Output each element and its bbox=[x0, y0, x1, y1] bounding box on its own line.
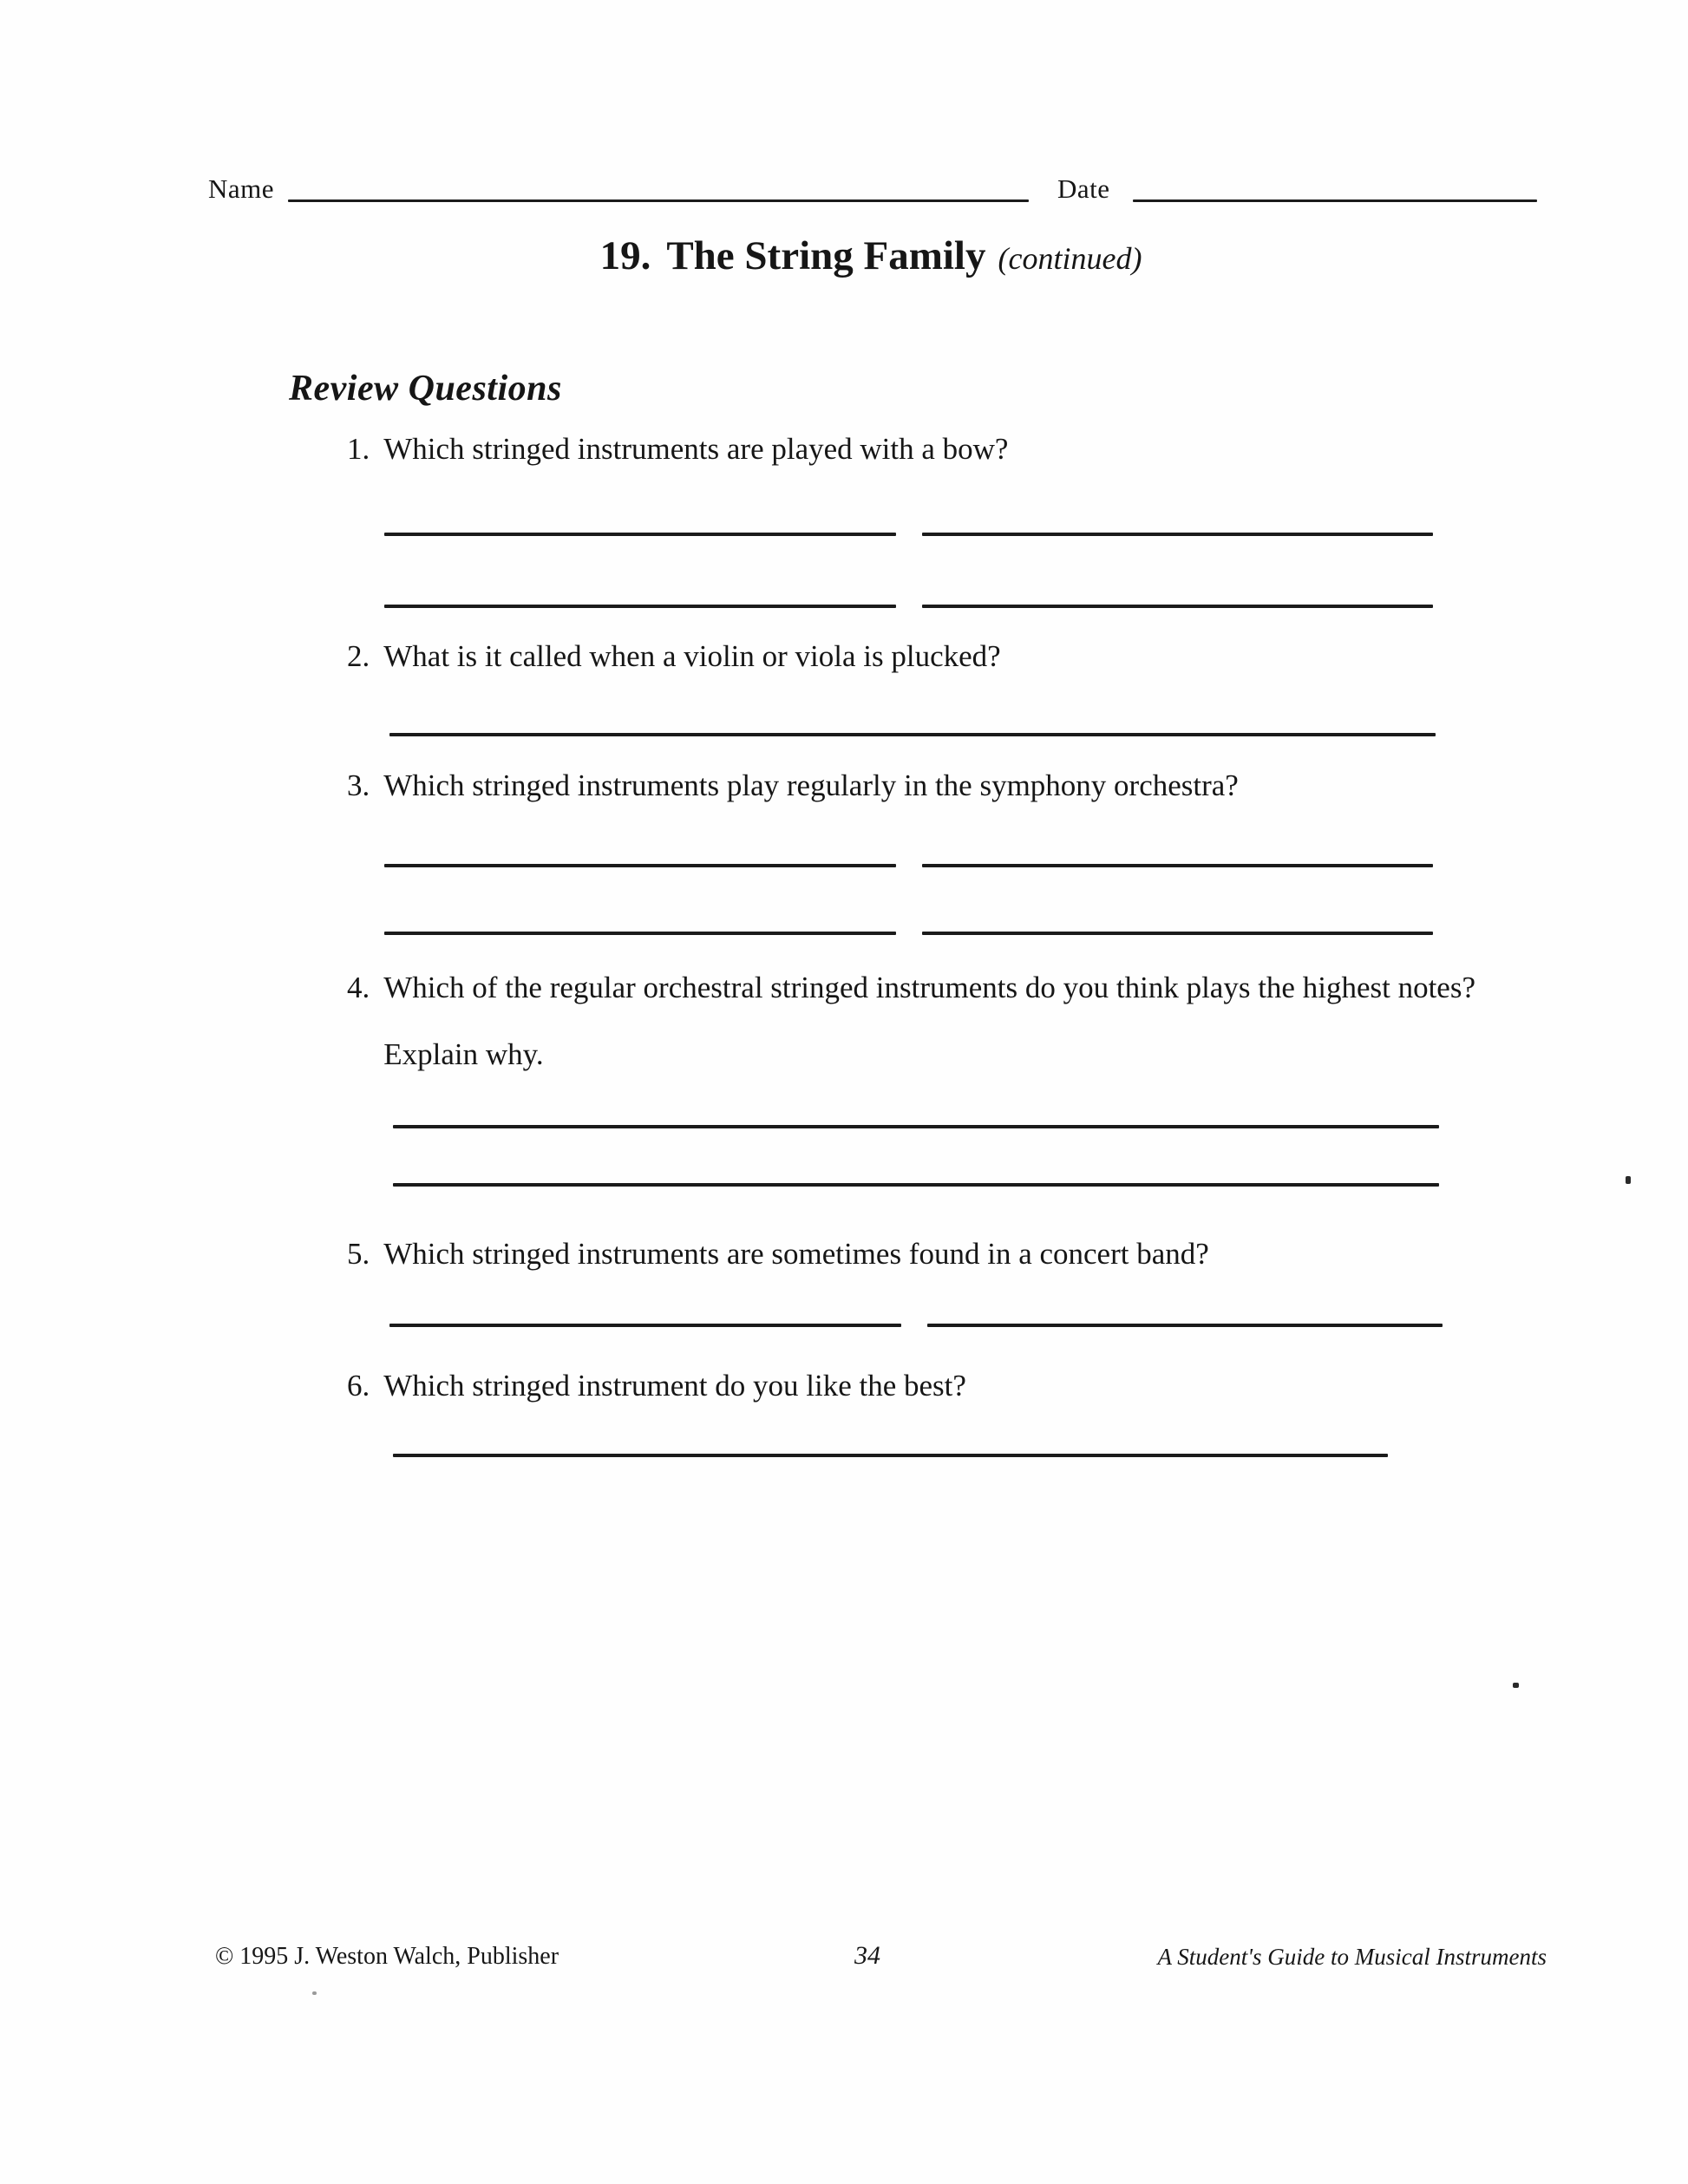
answer-line-q1-d[interactable] bbox=[922, 605, 1433, 608]
question-6 bbox=[347, 1367, 966, 1405]
scan-speck bbox=[312, 1991, 317, 1995]
name-fill-line[interactable] bbox=[288, 199, 1029, 202]
question-4-text: Which of the regular orchestral stringed instruments do you think plays the highest notes? Explain why. bbox=[383, 971, 1475, 1071]
question-5-number: 5. bbox=[347, 1237, 370, 1271]
date-label: Date bbox=[1057, 173, 1110, 204]
title-number: 19. bbox=[599, 233, 651, 278]
footer-page-number: 34 bbox=[854, 1941, 880, 1970]
answer-line-q1-c[interactable] bbox=[384, 605, 896, 608]
question-1-text: Which stringed instruments are played with a bow? bbox=[383, 432, 1009, 466]
question-1-number: 1. bbox=[347, 432, 370, 466]
answer-line-q4-a[interactable] bbox=[393, 1125, 1439, 1128]
answer-line-q3-d[interactable] bbox=[922, 932, 1433, 935]
scan-speck bbox=[1626, 1176, 1631, 1184]
scan-speck bbox=[1513, 1683, 1519, 1688]
footer-book-title: A Student's Guide to Musical Instruments bbox=[1157, 1944, 1547, 1970]
question-1 bbox=[347, 430, 1008, 468]
answer-line-q6-a[interactable] bbox=[393, 1454, 1388, 1457]
question-2 bbox=[347, 638, 1001, 676]
question-6-number: 6. bbox=[347, 1369, 370, 1403]
question-3-number: 3. bbox=[347, 768, 370, 802]
title-text: The String Family bbox=[666, 233, 986, 278]
answer-line-q1-b[interactable] bbox=[922, 533, 1433, 536]
question-5-text: Which stringed instruments are sometimes found in a concert band? bbox=[383, 1237, 1209, 1271]
question-2-text: What is it called when a violin or viola is plucked? bbox=[383, 639, 1001, 673]
answer-line-q3-a[interactable] bbox=[384, 864, 896, 867]
page-title bbox=[54, 232, 1688, 279]
answer-line-q5-b[interactable] bbox=[927, 1324, 1443, 1327]
name-label: Name bbox=[208, 173, 275, 204]
title-continued: (continued) bbox=[998, 241, 1142, 276]
question-5 bbox=[347, 1235, 1209, 1273]
question-3-text: Which stringed instruments play regularly in the symphony orchestra? bbox=[383, 768, 1239, 802]
date-fill-line[interactable] bbox=[1133, 199, 1537, 202]
answer-line-q3-b[interactable] bbox=[922, 864, 1433, 867]
answer-line-q4-b[interactable] bbox=[393, 1183, 1439, 1187]
question-4-number: 4. bbox=[347, 971, 370, 1004]
footer-copyright: © 1995 J. Weston Walch, Publisher bbox=[215, 1943, 559, 1970]
answer-line-q5-a[interactable] bbox=[389, 1324, 901, 1327]
question-2-number: 2. bbox=[347, 639, 370, 673]
section-heading: Review Questions bbox=[289, 369, 562, 409]
answer-line-q3-c[interactable] bbox=[384, 932, 896, 935]
question-6-text: Which stringed instrument do you like the best? bbox=[383, 1369, 966, 1403]
question-4 bbox=[347, 954, 1476, 1088]
question-3 bbox=[347, 767, 1239, 805]
answer-line-q1-a[interactable] bbox=[384, 533, 896, 536]
answer-line-q2-a[interactable] bbox=[389, 733, 1436, 736]
